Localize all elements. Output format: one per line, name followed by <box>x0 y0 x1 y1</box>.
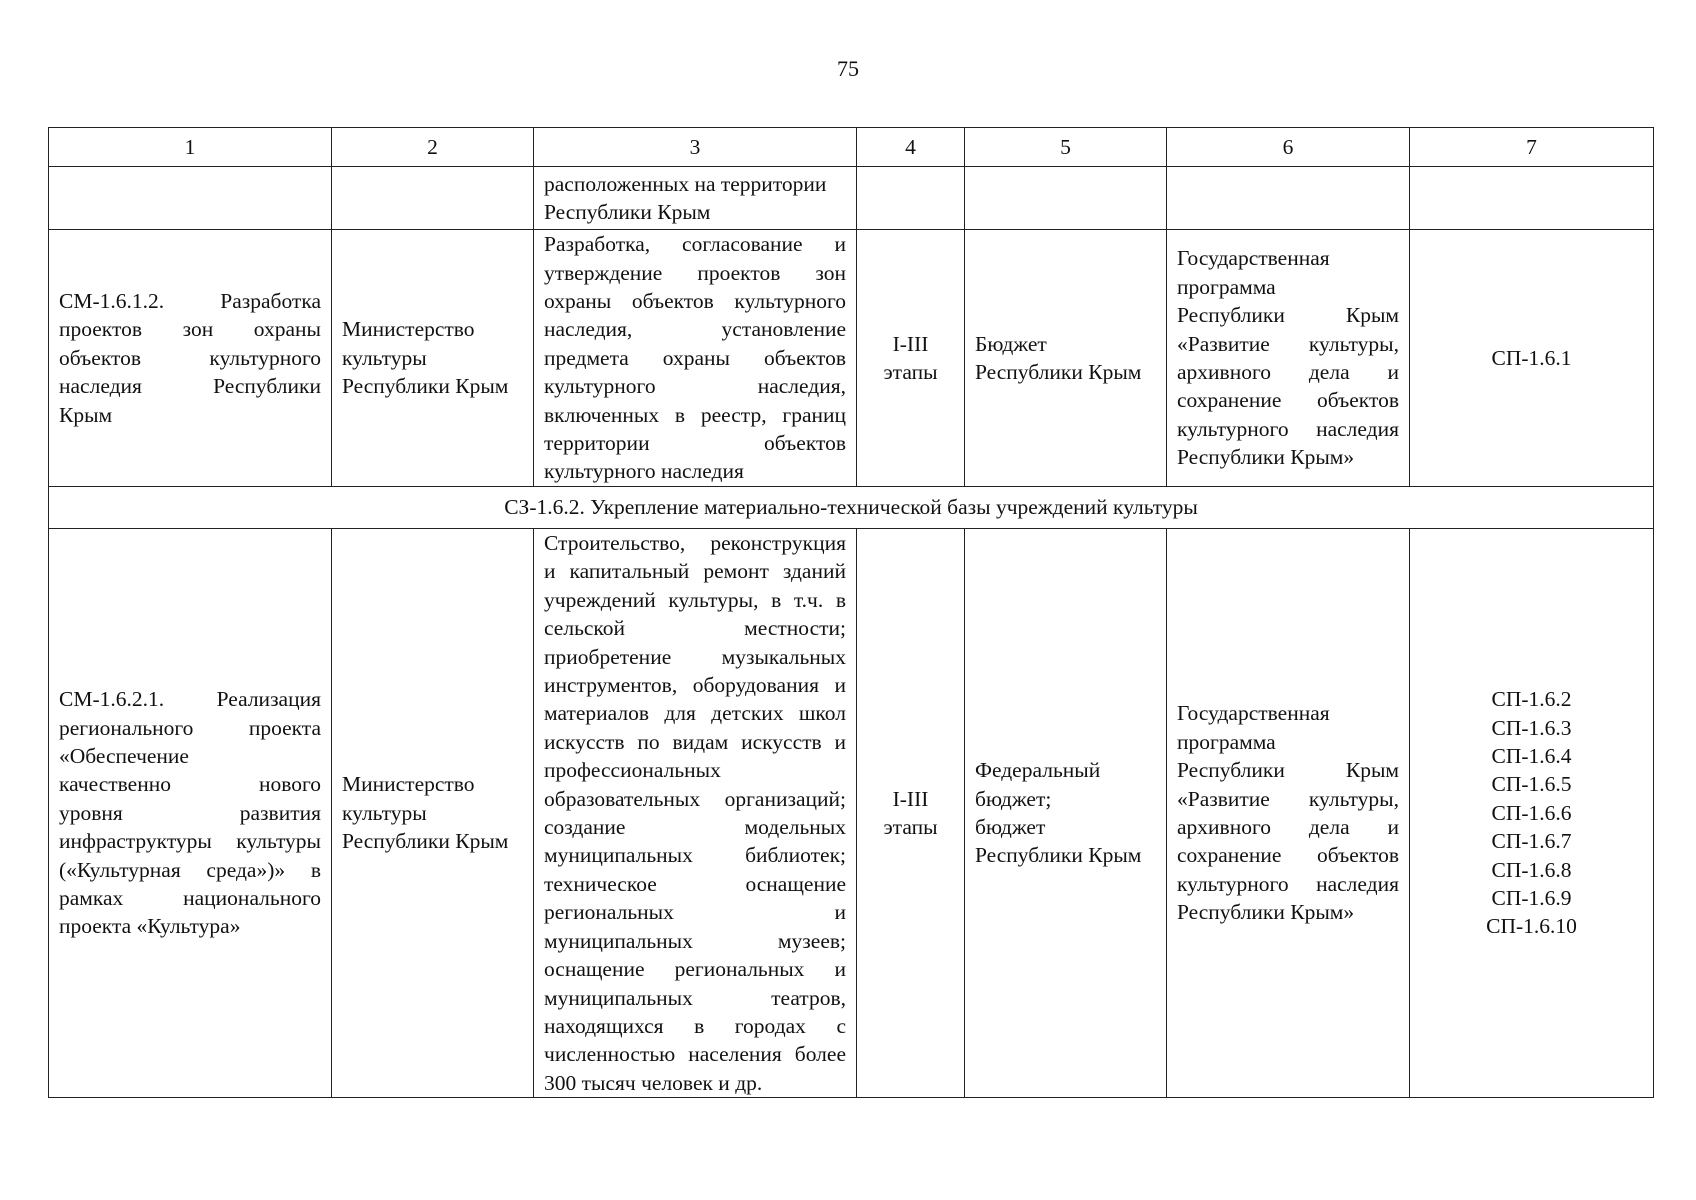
indicator-cell <box>1410 529 1654 1098</box>
period-cell <box>857 230 965 487</box>
activity-line: охраны объектов культурного <box>544 288 846 313</box>
program-line: Республики Крым» <box>1177 900 1355 925</box>
period-line: I-III <box>892 331 929 356</box>
measure-line: СМ-1.6.2.1. Реализация <box>59 687 321 712</box>
activity-line: культурного наследия <box>544 459 744 484</box>
executor-line: Республики Крым <box>342 829 509 854</box>
measure-line: проектов зон охраны <box>59 317 321 342</box>
program-line: культурного наследия <box>1177 871 1399 896</box>
indicator-code: СП-1.6.5 <box>1491 772 1572 797</box>
executor-line: культуры <box>342 345 427 370</box>
activity-cell <box>534 230 857 487</box>
executor-line: Республики Крым <box>342 374 509 399</box>
activity-line: утверждение проектов зон <box>544 260 846 285</box>
executor-cell <box>332 529 534 1098</box>
program-cell <box>1167 230 1410 487</box>
measure-cell <box>49 529 332 1098</box>
activity-line: Разработка, согласование и <box>544 232 846 257</box>
activity-line: техническое оснащение <box>544 871 846 896</box>
activity-line: Республики Крым <box>544 200 711 224</box>
activity-line: приобретение музыкальных <box>544 644 846 669</box>
executor-line: культуры <box>342 800 427 825</box>
measure-cell <box>49 230 332 487</box>
header-row <box>49 128 1654 167</box>
program-line: архивного дела и <box>1177 360 1399 384</box>
source-cell <box>965 529 1167 1098</box>
section-title: СЗ-1.6.2. Укрепление материально-технической базы учреждений культуры <box>49 487 1654 529</box>
measure-line: инфраструктуры культуры <box>59 829 321 854</box>
source-line: Республики Крым <box>975 360 1142 384</box>
program-line: Республики Крым <box>1177 303 1399 328</box>
page-number: 75 <box>837 56 859 81</box>
activity-cell <box>534 529 857 1098</box>
activity-line: сельской местности; <box>544 616 846 641</box>
header-cell: 4 <box>857 128 965 167</box>
activity-line: региональных и <box>544 900 846 925</box>
indicator-code: СП-1.6.3 <box>1491 715 1572 740</box>
indicator-code: СП-1.6.6 <box>1491 800 1572 825</box>
program-cell <box>1167 529 1410 1098</box>
activity-line: профессиональных <box>544 758 721 783</box>
table-row-continuation <box>49 167 1654 230</box>
period-line: этапы <box>883 815 938 840</box>
measure-line: регионального проекта <box>59 715 321 740</box>
source-cell <box>965 230 1167 487</box>
source-line: Бюджет <box>975 331 1047 356</box>
program-line: культурного наследия <box>1177 416 1399 441</box>
indicator-cell <box>1410 230 1654 487</box>
program-line: «Развитие культуры, <box>1177 331 1399 356</box>
activity-line: материалов для детских школ <box>544 701 846 726</box>
measures-table <box>48 127 1654 1098</box>
executor-line: Министерство <box>342 772 475 797</box>
activity-line: наследия, установление <box>544 317 846 342</box>
measure-line: наследия Республики <box>59 374 321 399</box>
activity-line: муниципальных театров, <box>544 985 846 1010</box>
program-line: Республики Крым» <box>1177 445 1355 470</box>
source-cell <box>965 167 1167 230</box>
program-line: сохранение объектов <box>1177 388 1399 413</box>
program-line: архивного дела и <box>1177 815 1399 840</box>
program-line: Государственная <box>1177 246 1330 271</box>
activity-line: муниципальных библиотек; <box>544 843 846 868</box>
executor-cell <box>332 230 534 487</box>
indicator-code: СП-1.6.7 <box>1491 829 1572 854</box>
activity-line: искусств по видам искусств и <box>544 729 846 754</box>
measure-line: Крым <box>59 402 113 427</box>
table-row-measure-1-6-1-2 <box>49 230 1654 487</box>
measure-line: уровня развития <box>59 800 321 825</box>
activity-line: Строительство, реконструкция <box>544 531 846 555</box>
activity-line: культурного наследия, <box>544 374 846 399</box>
table-row-measure-1-6-2-1 <box>49 529 1654 1098</box>
source-line: Федеральный <box>975 758 1101 783</box>
activity-line: 300 тысяч человек и др. <box>544 1070 763 1095</box>
activity-line: находящихся в городах с <box>544 1013 846 1038</box>
indicator-code: СП-1.6.10 <box>1486 914 1577 939</box>
activity-cell <box>534 167 857 230</box>
header-cell: 7 <box>1410 128 1654 167</box>
activity-line: включенных в реестр, границ <box>544 402 846 427</box>
header-cell: 5 <box>965 128 1167 167</box>
period-cell <box>857 167 965 230</box>
header-cell: 3 <box>534 128 857 167</box>
activity-line: численностью населения более <box>544 1042 846 1067</box>
section-row <box>49 487 1654 529</box>
source-line: бюджет; <box>975 786 1052 811</box>
measure-line: качественно нового <box>59 772 321 797</box>
indicator-code: СП-1.6.8 <box>1491 857 1572 882</box>
executor-cell <box>332 167 534 230</box>
source-line: Республики Крым <box>975 843 1142 868</box>
period-line: I-III <box>892 786 929 811</box>
executor-line: Министерство <box>342 317 475 342</box>
activity-line: оснащение региональных и <box>544 957 846 982</box>
program-cell <box>1167 167 1410 230</box>
program-line: программа <box>1177 274 1276 299</box>
indicator-cell <box>1410 167 1654 230</box>
indicator-code: СП-1.6.9 <box>1491 886 1572 911</box>
indicator-code: СП-1.6.1 <box>1491 345 1572 370</box>
period-cell <box>857 529 965 1098</box>
measure-line: («Культурная среда»)» в <box>59 857 321 882</box>
measure-line: проекта «Культура» <box>59 914 241 939</box>
activity-line: и капитальный ремонт зданий <box>544 559 846 584</box>
header-cell: 6 <box>1167 128 1410 167</box>
measure-line: СМ-1.6.1.2. Разработка <box>59 288 321 313</box>
period-line: этапы <box>883 360 938 384</box>
program-line: «Развитие культуры, <box>1177 786 1399 811</box>
header-cell: 1 <box>49 128 332 167</box>
indicator-code: СП-1.6.2 <box>1491 687 1572 712</box>
program-line: программа <box>1177 729 1276 754</box>
program-line: Государственная <box>1177 701 1330 726</box>
activity-line: создание модельных <box>544 815 846 840</box>
measure-line: объектов культурного <box>59 345 321 370</box>
activity-line: предмета охраны объектов <box>544 345 846 370</box>
measure-cell <box>49 167 332 230</box>
activity-line: учреждений культуры, в т.ч. в <box>544 587 846 612</box>
activity-line: образовательных организаций; <box>544 786 846 811</box>
measure-line: рамках национального <box>59 886 321 911</box>
program-line: Республики Крым <box>1177 758 1399 783</box>
activity-line: территории объектов <box>544 431 846 456</box>
activity-line: расположенных на территории <box>544 171 827 196</box>
activity-line: муниципальных музеев; <box>544 928 846 953</box>
indicator-code: СП-1.6.4 <box>1491 744 1572 769</box>
activity-line: инструментов, оборудования и <box>544 673 846 698</box>
program-line: сохранение объектов <box>1177 843 1399 868</box>
header-cell: 2 <box>332 128 534 167</box>
source-line: бюджет <box>975 815 1046 840</box>
measure-line: «Обеспечение <box>59 744 189 769</box>
